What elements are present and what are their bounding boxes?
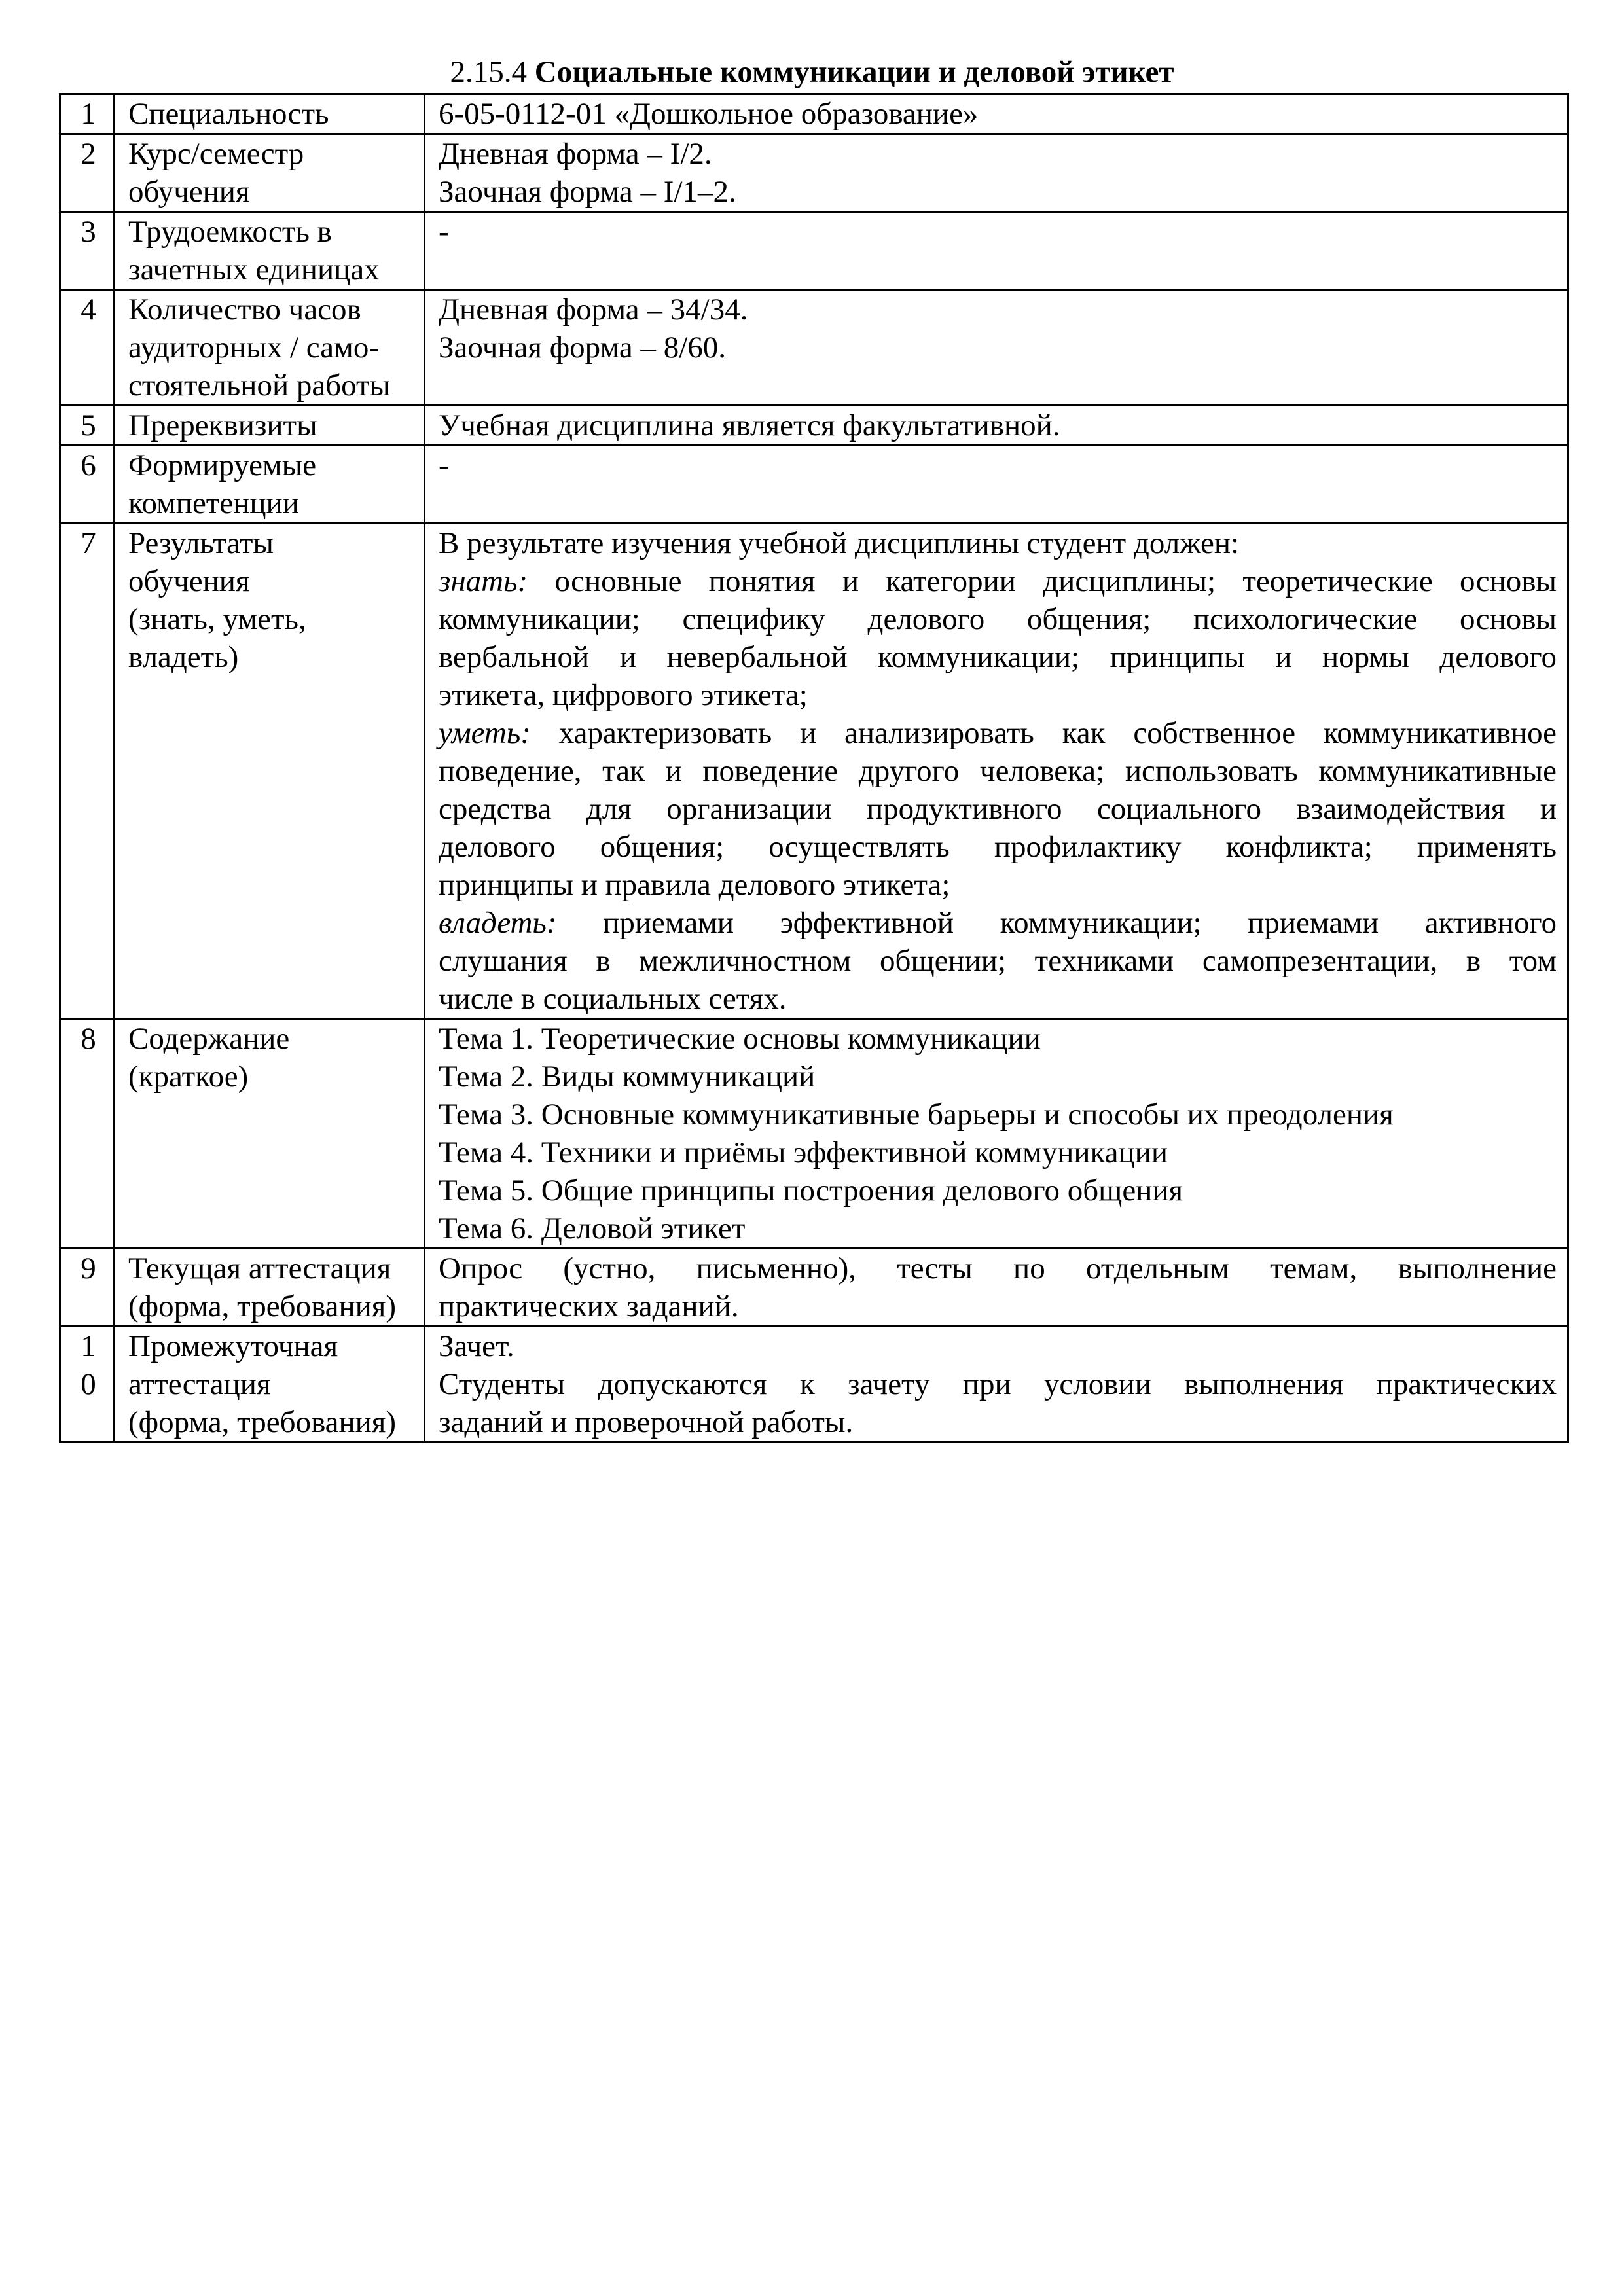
- table-row-learning-outcomes: [60, 524, 1568, 1019]
- row-number: 8: [60, 1019, 115, 1249]
- row-label: Содержание (краткое): [115, 1019, 425, 1249]
- own-line: владеть: приемами эффективной коммуникации; приемами активного: [439, 906, 1557, 940]
- know-keyword: знать:: [439, 564, 528, 598]
- topic-item: Тема 5. Общие принципы построения делового общения: [439, 1174, 1183, 1208]
- table-row-course-semester: [60, 134, 1568, 212]
- row-value: Дневная форма – I/2. Заочная форма – I/1–2.: [425, 134, 1568, 212]
- row-value: -: [425, 446, 1568, 524]
- row-number: 5: [60, 406, 115, 446]
- row-value: В результате изучения учебной дисциплины студент должен: знать: основные понятия и категории дисциплины; теоретические основы коммуникации; специфику делового общения; психологические основы вербальной и невербальной коммуникации; принципы и нормы делового этикета, цифрового этикета; уметь: характеризовать и анализировать как собственное коммуникативное поведение, так и поведение другого человека; использовать коммуникативные средства для организации продуктивного социального взаимодействия и делового общения; осуществлять профилактику конфликта; применять принципы и правила делового этикета; владеть: приемами эффективной коммуникации; приемами активного слушания в межличностном общении; техниками самопрезентации, в том числе в социальных сетях.: [425, 524, 1568, 1019]
- topic-item: Тема 6. Деловой этикет: [439, 1211, 746, 1246]
- row-label: Результаты обучения (знать, уметь, владеть): [115, 524, 425, 1019]
- know-line: знать: основные понятия и категории дисциплины; теоретические основы: [439, 564, 1557, 598]
- can-line: уметь: характеризовать и анализировать как собственное коммуникативное: [439, 716, 1557, 750]
- row-value: Опрос (устно, письменно), тесты по отдельным темам, выполнение практических заданий.: [425, 1249, 1568, 1327]
- topic-item: Тема 3. Основные коммуникативные барьеры и способы их преодоления: [439, 1098, 1394, 1132]
- row-value: Дневная форма – 34/34. Заочная форма – 8/60.: [425, 290, 1568, 406]
- topic-item: Тема 1. Теоретические основы коммуникации: [439, 1022, 1041, 1056]
- row-label: Количество часов аудиторных / само- стоятельной работы: [115, 290, 425, 406]
- table-row-current-assessment: [60, 1249, 1568, 1327]
- row-label: Трудоемкость в зачетных единицах: [115, 212, 425, 290]
- row-number: 7: [60, 524, 115, 1019]
- topic-item: Тема 2. Виды коммуникаций: [439, 1060, 816, 1094]
- outcomes-intro: В результате изучения учебной дисциплины студент должен:: [439, 526, 1240, 560]
- topic-item: Тема 4. Техники и приёмы эффективной коммуникации: [439, 1136, 1168, 1170]
- row-label: Пререквизиты: [115, 406, 425, 446]
- discipline-info-table: [59, 93, 1569, 1443]
- row-number: 1: [60, 94, 115, 134]
- row-label: Промежуточная аттестация (форма, требования): [115, 1327, 425, 1443]
- row-value: Учебная дисциплина является факультативной.: [425, 406, 1568, 446]
- table-row-hours: [60, 290, 1568, 406]
- row-value: [425, 1019, 1568, 1249]
- section-number: 2.15.4: [450, 55, 528, 89]
- table-row-specialty: [60, 94, 1568, 134]
- row-number: 4: [60, 290, 115, 406]
- page-title: [0, 52, 1624, 92]
- table-row-intermediate-assessment: [60, 1327, 1568, 1443]
- section-name: Социальные коммуникации и деловой этикет: [534, 55, 1174, 89]
- row-number: 10: [60, 1327, 115, 1443]
- row-label: Специальность: [115, 94, 425, 134]
- can-keyword: уметь:: [439, 716, 531, 750]
- table-row-content: [60, 1019, 1568, 1249]
- row-value: Зачет. Студенты допускаются к зачету при условии выполнения практических заданий и проверочной работы.: [425, 1327, 1568, 1443]
- row-label: Текущая аттестация (форма, требования): [115, 1249, 425, 1327]
- row-number: 6: [60, 446, 115, 524]
- row-value: 6-05-0112-01 «Дошкольное образование»: [425, 94, 1568, 134]
- table-row-credits: [60, 212, 1568, 290]
- row-label: Курс/семестр обучения: [115, 134, 425, 212]
- row-number: 2: [60, 134, 115, 212]
- row-number: 9: [60, 1249, 115, 1327]
- table-row-competencies: [60, 446, 1568, 524]
- row-label: Формируемые компетенции: [115, 446, 425, 524]
- table-row-prerequisites: [60, 406, 1568, 446]
- own-keyword: владеть:: [439, 906, 557, 940]
- row-number: 3: [60, 212, 115, 290]
- row-value: -: [425, 212, 1568, 290]
